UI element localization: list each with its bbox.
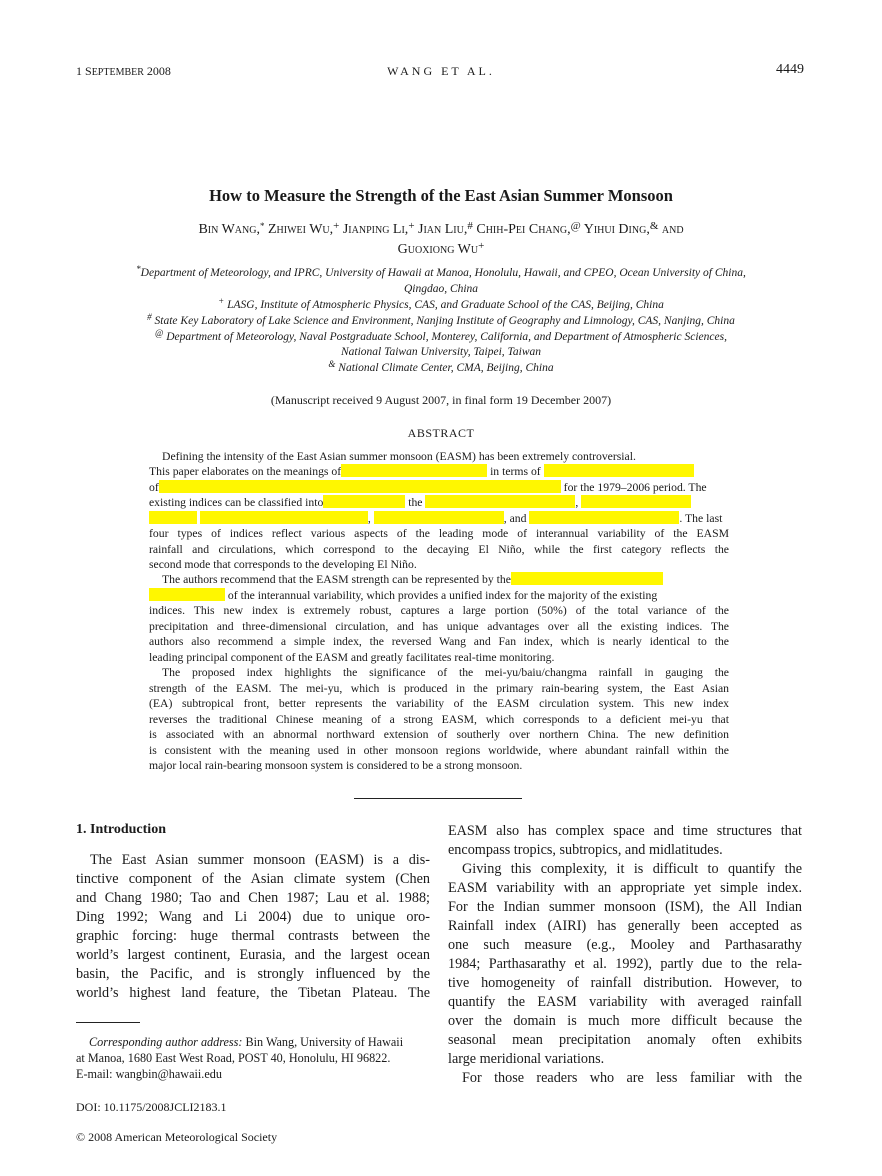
- abstract-line: rainfall and circulations, which correspond to the decaying El Niño, while the first category reflects the: [149, 543, 729, 556]
- body-line: Ding 1992; Wang and Li 2004) due to unique oro-: [76, 909, 430, 925]
- body-line: Giving this complexity, it is difficult to quantify the: [462, 861, 802, 877]
- redaction-highlight: [200, 511, 368, 524]
- redaction-highlight: [323, 495, 405, 508]
- manuscript-dates: (Manuscript received 9 August 2007, in final form 19 December 2007): [270, 393, 612, 407]
- body-line: seasonal mean precipitation anomaly often exhibits: [448, 1032, 802, 1048]
- body-line: large meridional variations.: [448, 1051, 605, 1067]
- page-number: 4449: [776, 62, 804, 77]
- redaction-highlight: [159, 480, 561, 493]
- abstract-line: Defining the intensity of the East Asian summer monsoon (EASM) has been extremely controversial.: [162, 450, 636, 463]
- author-list-continued: Guoxiong Wu+: [397, 240, 485, 257]
- section-divider: [354, 798, 522, 799]
- affiliation-4-cont: National Taiwan University, Taipei, Taiwan: [340, 346, 542, 358]
- abstract-line: indices. This new index is extremely robust, captures a large portion (50%) of the total variance of the: [149, 604, 729, 617]
- affiliation-3: # State Key Laboratory of Lake Science and Environment, Nanjing Institute of Geography and Limnology, CAS, Nanjing, China: [147, 312, 735, 327]
- doi: DOI: 10.1175/2008JCLI2183.1: [76, 1100, 227, 1114]
- affiliation-1: *Department of Meteorology, and IPRC, University of Hawaii at Manoa, Honolulu, Hawaii, and CPEO, Ocean University of China,: [136, 264, 746, 279]
- paper-title: How to Measure the Strength of the East Asian Summer Monsoon: [209, 186, 673, 205]
- abstract-line: , , and . The last: [149, 511, 729, 527]
- abstract-line: This paper elaborates on the meanings of in terms of: [149, 464, 729, 480]
- abstract-line: authors also recommend a simple index, the reversed Wang and Fan index, which is nearly identical to the: [149, 635, 729, 648]
- body-line: over the domain is much more difficult because the: [448, 1013, 802, 1029]
- body-line: world’s largest continent, Eurasia, and the largest ocean: [76, 947, 430, 963]
- affiliation-1-cont: Qingdao, China: [403, 283, 479, 295]
- body-line: Rainfall index (AIRI) has generally been accepted as: [448, 918, 802, 934]
- author-list: Bin Wang,* Zhiwei Wu,+ Jianping Li,+ Jian Liu,# Chih-Pei Chang,@ Yihui Ding,& and: [198, 220, 684, 237]
- affiliation-5: & National Climate Center, CMA, Beijing, China: [328, 359, 554, 374]
- abstract-line: four types of indices reflect various aspects of the leading mode of interannual variability of the EASM: [149, 527, 729, 540]
- affiliation-2: + LASG, Institute of Atmospheric Physics, CAS, and Graduate School of the CAS, Beijing, China: [218, 296, 664, 311]
- body-line: quantify the EASM variability with averaged rainfall: [448, 994, 802, 1010]
- abstract-line: precipitation and three-dimensional circulation, and has unique advantages over all the existing indices. The: [149, 620, 729, 633]
- body-line: tinctive component of the Asian climate system (Chen: [76, 871, 430, 887]
- copyright: © 2008 American Meteorological Society: [76, 1130, 278, 1144]
- body-line: EASM also has complex space and time structures that: [448, 823, 802, 839]
- abstract-line: is consistent with the meaning used in other monsoon regions worldwide, where abundant rainfall within the: [149, 744, 729, 757]
- redaction-highlight: [149, 511, 197, 524]
- body-line: EASM variability with an appropriate yet simple index.: [448, 880, 802, 896]
- abstract-line: of the interannual variability, which provides a unified index for the majority of the existing: [149, 588, 729, 604]
- redaction-highlight: [581, 495, 691, 508]
- body-line: basin, the Pacific, and is strongly influenced by the: [76, 966, 430, 982]
- footnote-rule: [76, 1022, 140, 1023]
- footnote-line: E-mail: wangbin@hawaii.edu: [76, 1067, 222, 1081]
- affiliation-4: @ Department of Meteorology, Naval Postgraduate School, Monterey, California, and Department of Atmospheric Sciences,: [155, 328, 727, 343]
- abstract-line: major local rain-bearing monsoon system is considered to be a strong monsoon.: [149, 759, 523, 772]
- redaction-highlight: [544, 464, 694, 477]
- abstract-line: leading principal component of the EASM and greatly facilitates real-time monitoring.: [149, 651, 555, 664]
- abstract-line: The proposed index highlights the significance of the mei-yu/baiu/changma rainfall in gauging the: [162, 666, 729, 679]
- body-line: 1984; Parthasarathy et al. 1992), partly due to the rela-: [448, 956, 802, 972]
- abstract-line: is associated with an abnormal northward extension of southerly over northern China. The new definition: [149, 728, 729, 741]
- redaction-highlight: [425, 495, 575, 508]
- body-line: graphic forcing: huge thermal contrasts between the: [76, 928, 430, 944]
- abstract-heading: ABSTRACT: [407, 426, 475, 440]
- body-line: one such measure (e.g., Mooley and Parthasarathy: [448, 937, 802, 953]
- body-line: world’s highest land feature, the Tibetan Plateau. The: [76, 985, 430, 1001]
- running-header-date: 1 SEPTEMBER 2008: [76, 64, 171, 78]
- redaction-highlight: [149, 588, 225, 601]
- redaction-highlight: [529, 511, 679, 524]
- footnote-line: at Manoa, 1680 East West Road, POST 40, Honolulu, HI 96822.: [76, 1051, 391, 1065]
- abstract-line: reverses the traditional Chinese meaning of a strong EASM, which corresponds to a deficient mei-yu that: [149, 713, 729, 726]
- section-heading: 1. Introduction: [76, 822, 166, 837]
- redaction-highlight: [341, 464, 487, 477]
- abstract-line: strength of the EASM. The mei-yu, which is produced in the primary rain-bearing system, the East Asian: [149, 682, 729, 695]
- abstract-line: (EA) subtropical front, better represents the variability of the EASM circulation system. This new index: [149, 697, 729, 710]
- body-line: The East Asian summer monsoon (EASM) is a dis-: [90, 852, 430, 868]
- abstract-line: existing indices can be classified into the ,: [149, 495, 729, 511]
- abstract-line: of for the 1979–2006 period. The: [149, 481, 707, 494]
- body-line: tive homogeneity of rainfall distribution. However, to: [448, 975, 802, 991]
- running-header-authors: WANG ET AL.: [387, 64, 495, 78]
- abstract-line: The authors recommend that the EASM strength can be represented by the: [162, 572, 729, 588]
- footnote-line: Corresponding author address: Bin Wang, University of Hawaii: [89, 1035, 404, 1049]
- redaction-highlight: [374, 511, 504, 524]
- body-line: and Chang 1980; Tao and Chen 1987; Lau et al. 1988;: [76, 890, 430, 906]
- body-line: For the Indian summer monsoon (ISM), the All Indian: [448, 899, 802, 915]
- body-line: encompass tropics, subtropics, and midlatitudes.: [448, 842, 723, 858]
- abstract-line: second mode that corresponds to the developing El Niño.: [149, 558, 417, 571]
- body-line: For those readers who are less familiar with the: [462, 1070, 802, 1086]
- redaction-highlight: [511, 572, 663, 585]
